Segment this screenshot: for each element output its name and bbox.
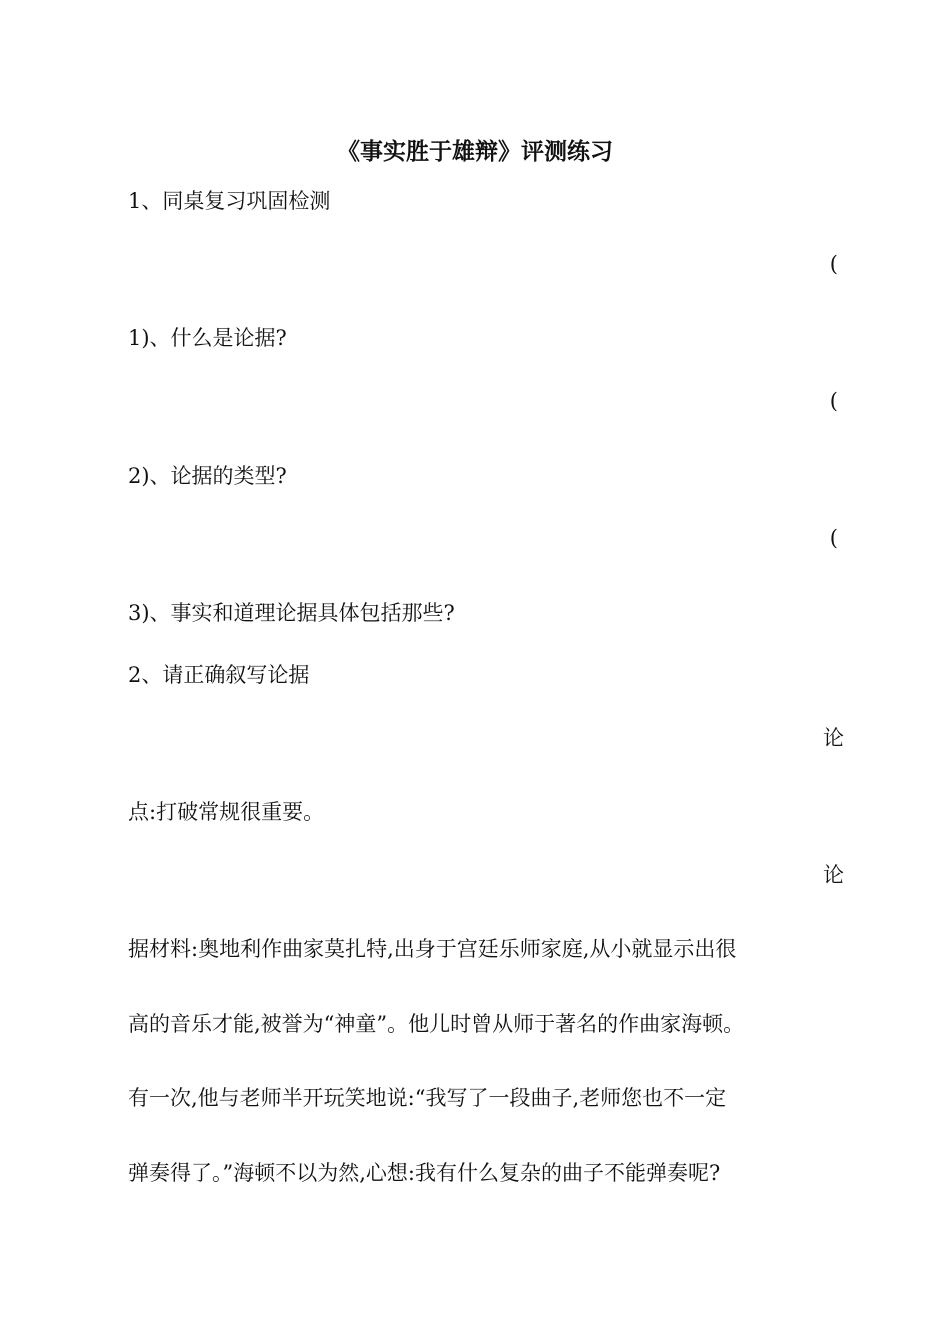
answer-paren-1: ( bbox=[829, 252, 838, 276]
question-1: 1)、什么是论据? bbox=[128, 326, 287, 350]
argument-text: 点:打破常规很重要。 bbox=[128, 800, 325, 824]
answer-paren-3: ( bbox=[829, 526, 838, 550]
question-2: 2)、论据的类型? bbox=[128, 464, 287, 488]
section-1-heading: 1、同桌复习巩固检测 bbox=[128, 189, 331, 213]
material-line-2: 高的音乐才能,被誉为“神童”。他儿时曾从师于著名的作曲家海顿。 bbox=[128, 1012, 745, 1036]
material-line-1: 据材料:奥地利作曲家莫扎特,出身于宫廷乐师家庭,从小就显示出很 bbox=[128, 937, 737, 961]
material-label-prefix: 论 bbox=[823, 863, 844, 887]
question-3: 3)、事实和道理论据具体包括那些? bbox=[128, 601, 455, 625]
material-line-4: 弹奏得了。”海顿不以为然,心想:我有什么复杂的曲子不能弹奏呢? bbox=[128, 1161, 721, 1185]
argument-label-prefix: 论 bbox=[823, 726, 844, 750]
answer-paren-2: ( bbox=[829, 389, 838, 413]
section-2-heading: 2、请正确叙写论据 bbox=[128, 663, 310, 687]
document-title: 《事实胜于雄辩》评测练习 bbox=[337, 139, 613, 165]
material-line-3: 有一次,他与老师半开玩笑地说:“我写了一段曲子,老师您也不一定 bbox=[128, 1086, 727, 1110]
